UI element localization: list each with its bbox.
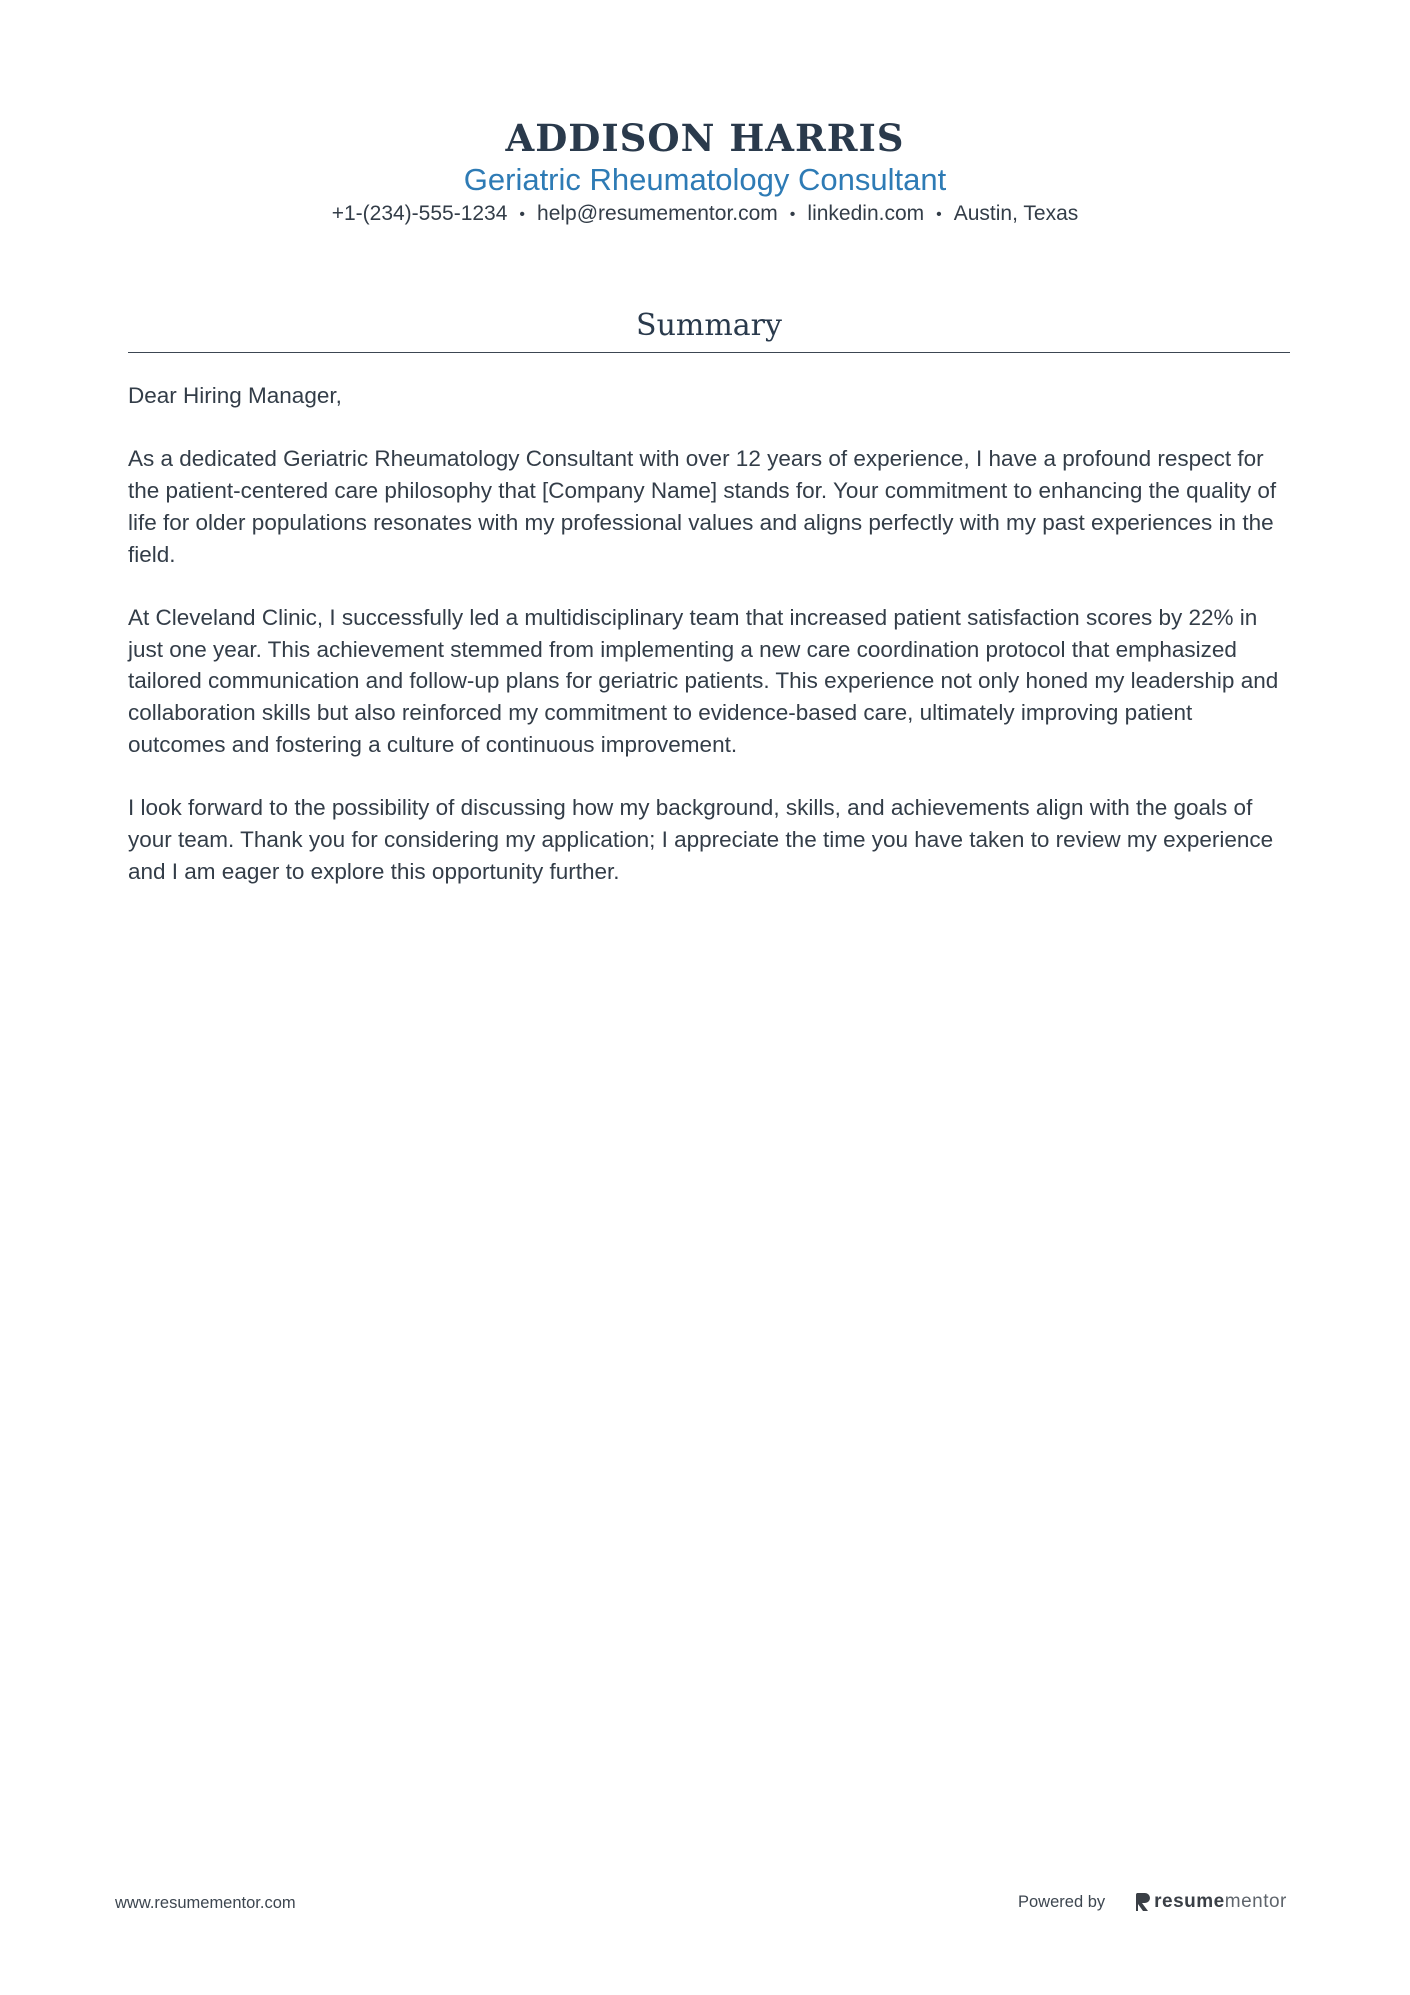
section-title-summary: Summary xyxy=(636,308,782,343)
resume-header xyxy=(0,116,1410,230)
footer-branding xyxy=(1018,1891,1287,1913)
applicant-name: ADDISON HARRIS xyxy=(505,116,905,160)
contact-line xyxy=(0,199,1410,230)
letter-paragraph: At Cleveland Clinic, I successfully led a multidisciplinary team that increased patient satisfaction scores by 22% in just one year. This achievement stemmed from implementing a new care coordination protocol that emphasized tailored communication and follow-up plans for geriatric patients. This experience not only honed my leadership and collaboration skills but also reinforced my commitment to evidence-based care, ultimately improving patient outcomes and fostering a culture of continuous improvement. xyxy=(128,604,1279,757)
footer-website-link[interactable]: www.resumementor.com xyxy=(115,1894,296,1912)
contact-separator: • xyxy=(936,206,942,223)
contact-separator: • xyxy=(789,206,796,223)
contact-phone: +1-(234)-555-1234 xyxy=(331,202,508,225)
section-divider xyxy=(128,352,1290,353)
powered-by-label: Powered by xyxy=(1018,1892,1106,1911)
letter-body xyxy=(128,380,1294,919)
logo-wordmark-bold: resume xyxy=(1154,1891,1225,1912)
letter-paragraph: As a dedicated Geriatric Rheumatology Consultant with over 12 years of experience, I have a profound respect for the patient-centered care philosophy that [Company Name] stands for. Your commitment to enhancing the quality of life for older populations resonates with my professional values and aligns perfectly with my past experiences in the field. xyxy=(128,446,1277,567)
letter-paragraph: I look forward to the possibility of discussing how my background, skills, and achievements align with the goals of your team. Thank you for considering my application; I appreciate the time you have taken to review my experience and I am eager to explore this opportunity further. xyxy=(128,795,1274,884)
resumementor-logo-icon xyxy=(1135,1892,1151,1912)
logo-wordmark-light: mentor xyxy=(1224,1891,1287,1912)
contact-location: Austin, Texas xyxy=(953,202,1079,225)
contact-email[interactable]: help@resumementor.com xyxy=(537,202,778,225)
contact-linkedin[interactable]: linkedin.com xyxy=(807,202,925,225)
logo-wordmark xyxy=(1154,1891,1287,1913)
contact-separator: • xyxy=(519,206,526,223)
resumementor-logo[interactable] xyxy=(1135,1891,1287,1913)
letter-greeting: Dear Hiring Manager, xyxy=(128,383,342,408)
applicant-title: Geriatric Rheumatology Consultant xyxy=(463,162,947,197)
